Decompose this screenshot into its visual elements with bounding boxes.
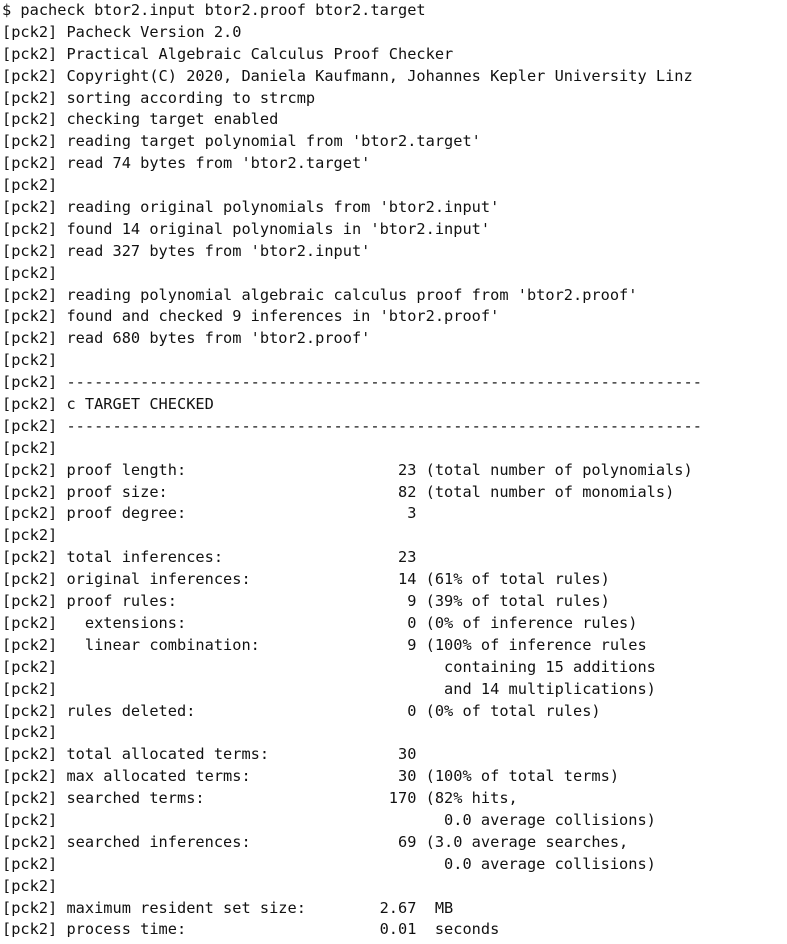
output-line: [pck2]: [2, 723, 58, 742]
stat-line: [pck2] total inferences: 23: [2, 548, 417, 567]
output-line: [pck2]: [2, 351, 58, 370]
output-line: [pck2] checking target enabled: [2, 110, 279, 129]
stat-line: [pck2] maximum resident set size: 2.67 MB: [2, 898, 454, 917]
stat-line: [pck2] max allocated terms: 30 (100% of total terms): [2, 767, 620, 786]
stat-line: [pck2] 0.0 average collisions): [2, 854, 656, 873]
stat-line: [pck2] containing 15 additions: [2, 657, 656, 676]
stat-line: [pck2] rules deleted: 0 (0% of total rules): [2, 701, 601, 720]
separator-line: [pck2] ---------------------------------------------------------------------: [2, 373, 702, 392]
stat-line: [pck2] proof degree: 3: [2, 504, 417, 523]
stat-line: [pck2] original inferences: 14 (61% of total rules): [2, 570, 610, 589]
stat-line: [pck2] 0.0 average collisions): [2, 810, 656, 829]
output-line: [pck2] reading polynomial algebraic calculus proof from 'btor2.proof': [2, 285, 638, 304]
output-line: [pck2] Pacheck Version 2.0: [2, 22, 242, 41]
output-line: [pck2]: [2, 263, 58, 282]
output-line: [pck2] read 74 bytes from 'btor2.target': [2, 154, 371, 173]
output-line: [pck2] read 680 bytes from 'btor2.proof': [2, 329, 371, 348]
stat-line: [pck2] searched inferences: 69 (3.0 average searches,: [2, 832, 629, 851]
stat-line: [pck2] searched terms: 170 (82% hits,: [2, 789, 518, 808]
stat-line: [pck2] and 14 multiplications): [2, 679, 656, 698]
output-line: [pck2] reading target polynomial from 'btor2.target': [2, 132, 481, 151]
output-line: [pck2] Copyright(C) 2020, Daniela Kaufmann, Johannes Kepler University Linz: [2, 66, 693, 85]
output-line: [pck2]: [2, 526, 58, 545]
output-line: [pck2] sorting according to strcmp: [2, 88, 316, 107]
output-line: [pck2] found and checked 9 inferences in 'btor2.proof': [2, 307, 500, 326]
stat-line: [pck2] total allocated terms: 30: [2, 745, 417, 764]
output-line: [pck2] found 14 original polynomials in 'btor2.input': [2, 219, 491, 238]
stat-line: [pck2] extensions: 0 (0% of inference rules): [2, 613, 638, 632]
separator-line: [pck2] ---------------------------------------------------------------------: [2, 416, 702, 435]
output-line: [pck2] reading original polynomials from 'btor2.input': [2, 198, 500, 217]
stat-line: [pck2] proof rules: 9 (39% of total rules): [2, 592, 610, 611]
output-line: [pck2]: [2, 438, 58, 457]
output-line: [pck2] Practical Algebraic Calculus Proof Checker: [2, 44, 454, 63]
output-line: [pck2]: [2, 876, 58, 895]
stat-line: [pck2] process time: 0.01 seconds: [2, 920, 500, 939]
target-checked-line: [pck2] c TARGET CHECKED: [2, 395, 214, 414]
stat-line: [pck2] linear combination: 9 (100% of inference rules: [2, 635, 647, 654]
output-line: [pck2]: [2, 176, 58, 195]
stat-line: [pck2] proof size: 82 (total number of monomials): [2, 482, 675, 501]
stat-line: [pck2] proof length: 23 (total number of polynomials): [2, 460, 693, 479]
output-line: [pck2] read 327 bytes from 'btor2.input': [2, 241, 371, 260]
command-line: $ pacheck btor2.input btor2.proof btor2.target: [2, 1, 426, 19]
